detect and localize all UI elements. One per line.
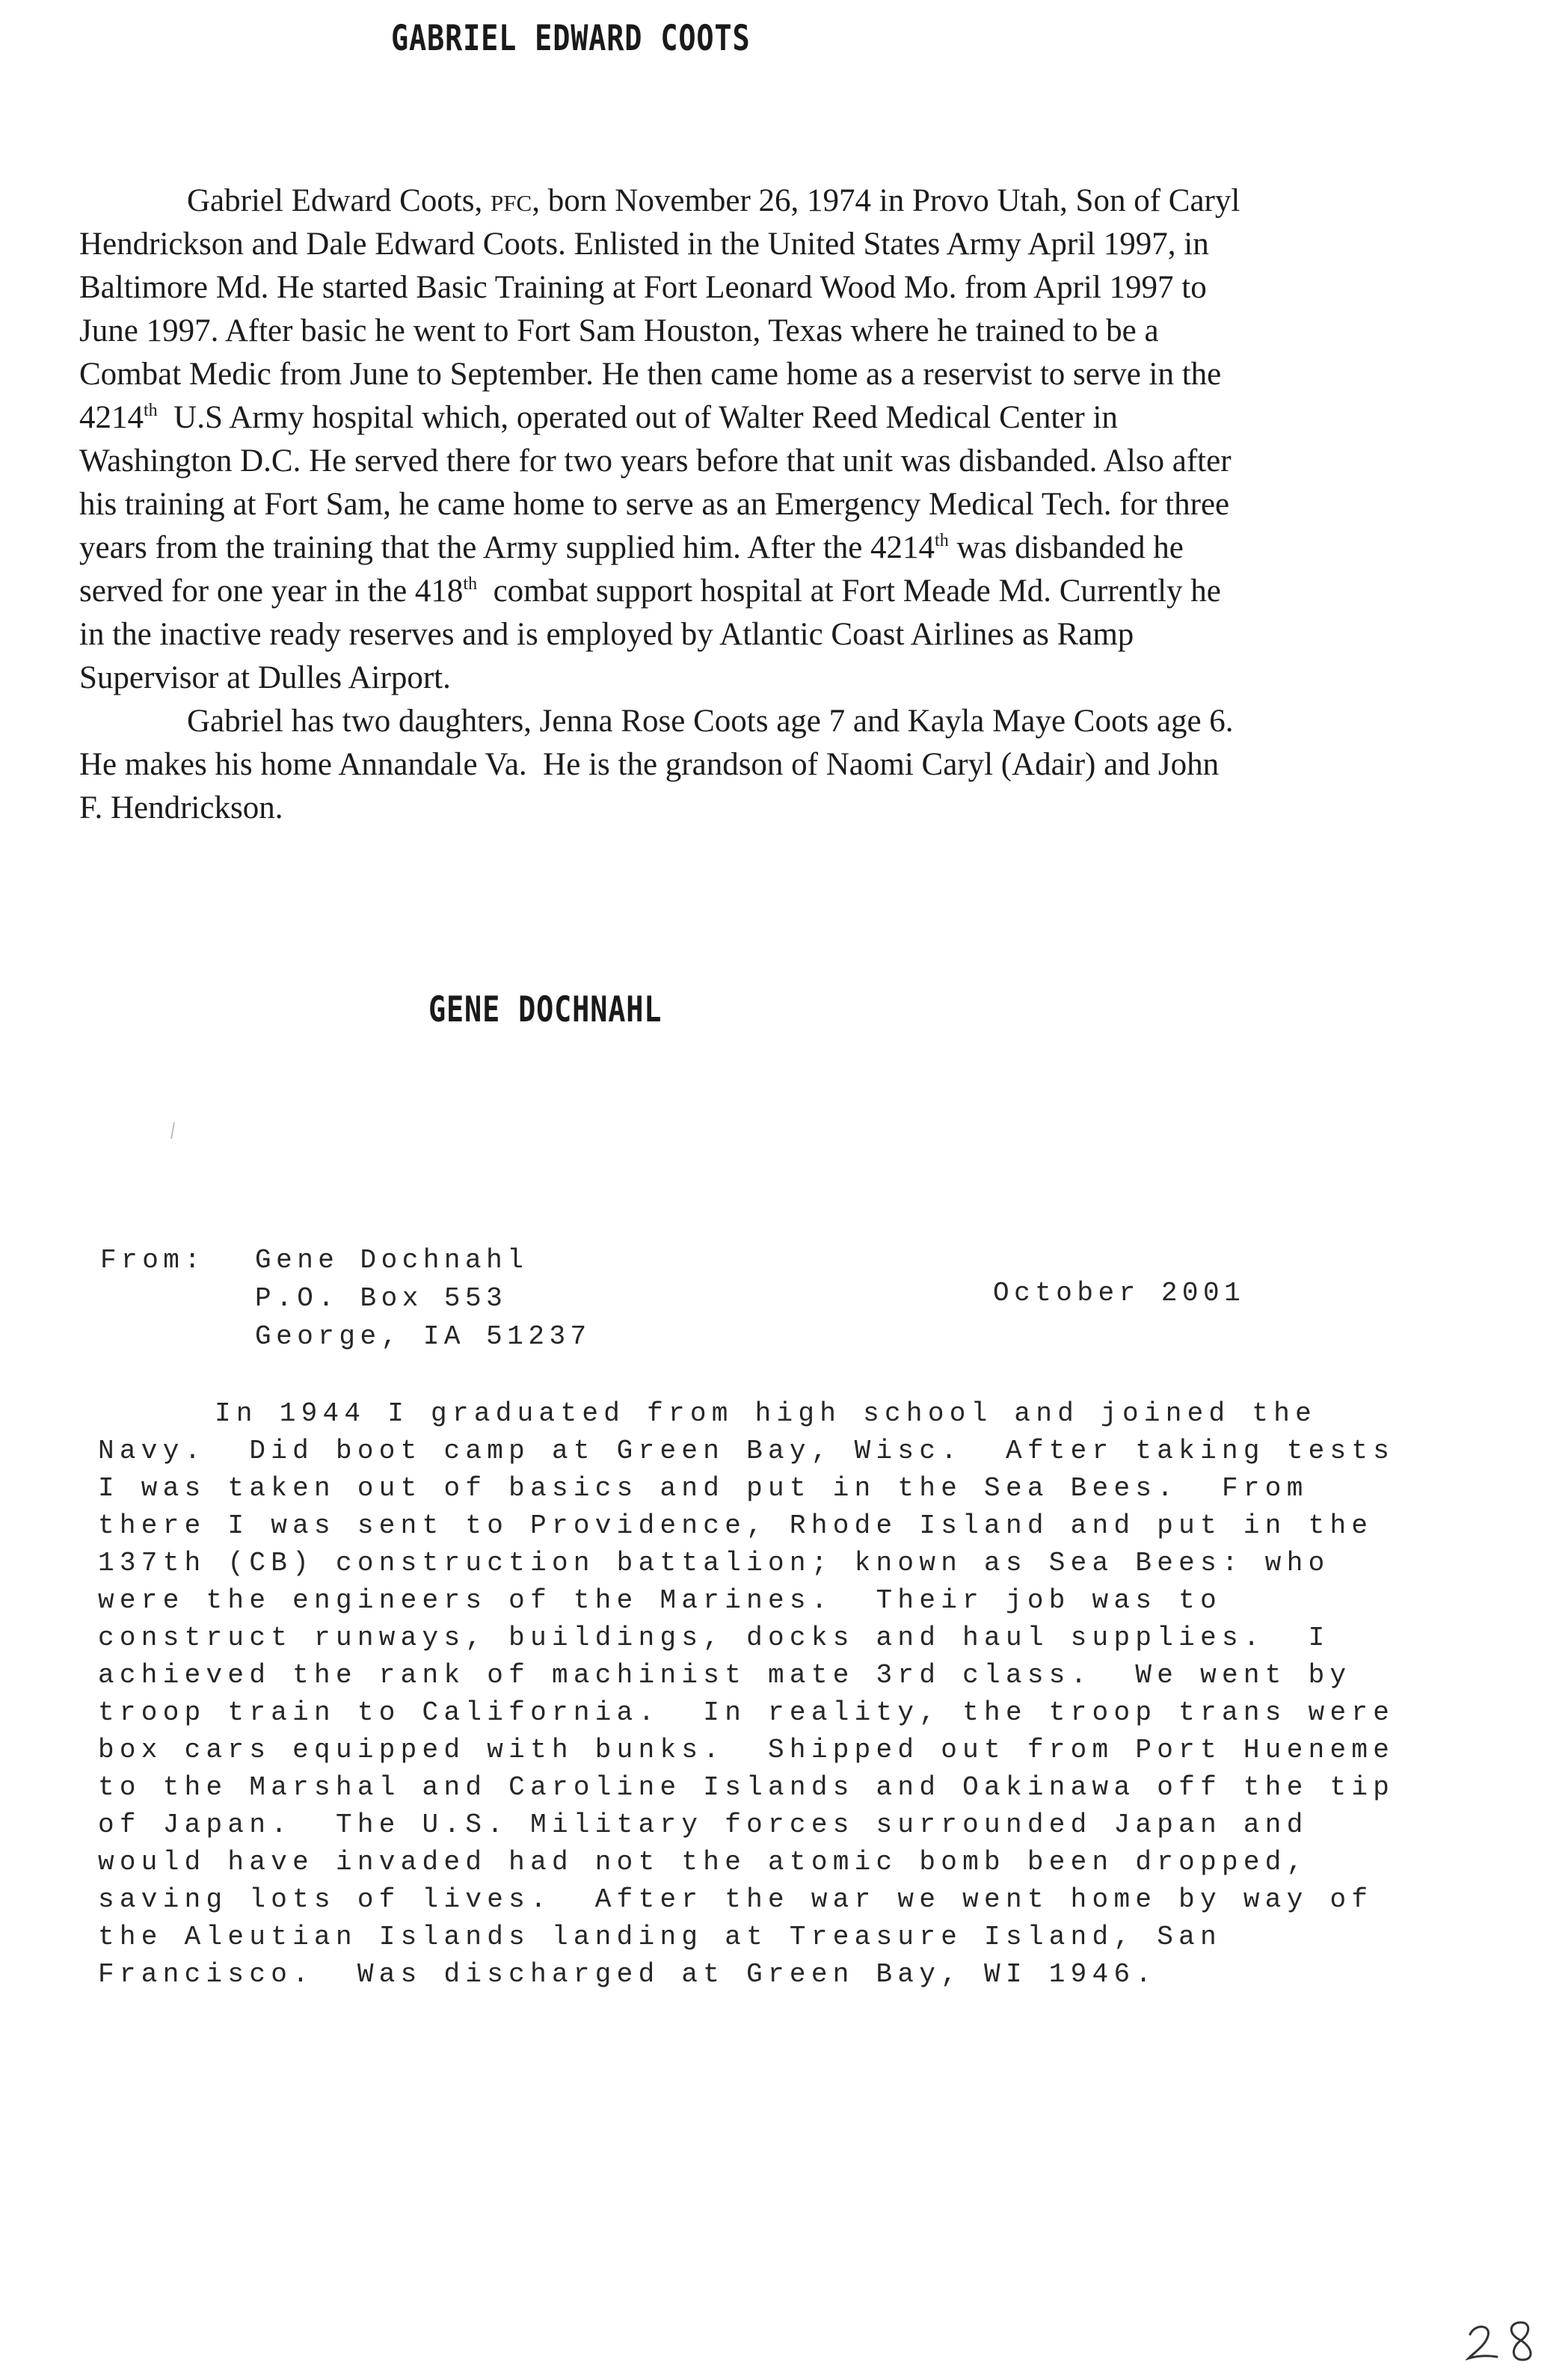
letter-line: I was taken out of basics and put in the Sea Bees. From [98, 1473, 1309, 1504]
coots-bio-line: F. Hendrickson. [79, 790, 283, 825]
sender-city: George, IA 51237 [255, 1321, 591, 1352]
letter-line: troop train to California. In reality, the troop trans were [98, 1697, 1395, 1728]
coots-bio-line: Gabriel has two daughters, Jenna Rose Coots age 7 and Kayla Maye Coots age 6. [187, 704, 1234, 739]
coots-bio-text: U.S Army hospital which, operated out of Walter Reed Medical Center in [157, 400, 1118, 435]
letter-line: box cars equipped with bunks. Shipped out from Port Hueneme [98, 1735, 1395, 1765]
ordinal-suffix: th [463, 574, 478, 594]
coots-bio-line: in the inactive ready reserves and is employed by Atlantic Coast Airlines as Ramp [79, 617, 1134, 652]
coots-bio-text: 4214 [79, 400, 144, 435]
letter-line: of Japan. The U.S. Military forces surrounded Japan and [98, 1809, 1309, 1840]
coots-bio-line: He makes his home Annandale Va. He is the grandson of Naomi Caryl (Adair) and John [79, 747, 1220, 782]
coots-bio-line: his training at Fort Sam, he came home to serve as an Emergency Medical Tech. for three [79, 487, 1230, 522]
coots-bio-line [79, 526, 1184, 570]
coots-bio-text: Gabriel Edward Coots, [187, 183, 491, 218]
coots-bio-text: , born November 26, 1974 in Provo Utah, Son of Caryl [532, 183, 1240, 218]
letter-line: saving lots of lives. After the war we went home by way of [98, 1884, 1374, 1915]
coots-bio-line [79, 570, 1221, 613]
letter-line: achieved the rank of machinist mate 3rd class. We went by [98, 1660, 1352, 1691]
letter-line: In 1944 I graduated from high school and joined the [215, 1398, 1318, 1429]
letter-line: would have invaded had not the atomic bomb been dropped, [98, 1847, 1309, 1878]
coots-bio-text: years from the training that the Army supplied him. After the 4214 [79, 530, 935, 565]
handwritten-page-number-icon [1466, 2318, 1548, 2363]
letter-line: there I was sent to Providence, Rhode Island and put in the [98, 1510, 1374, 1541]
sender-po-box: P.O. Box 553 [255, 1283, 508, 1314]
coots-bio-line: Supervisor at Dulles Airport. [79, 660, 451, 695]
letter-line: were the engineers of the Marines. Their job was to [98, 1585, 1222, 1616]
coots-bio-line: Hendrickson and Dale Edward Coots. Enlisted in the United States Army April 1997, in [79, 227, 1209, 262]
coots-bio-text: served for one year in the 418 [79, 574, 464, 609]
sender-name: Gene Dochnahl [255, 1245, 529, 1276]
coots-bio-line: Washington D.C. He served there for two years before that unit was disbanded. Also after [79, 443, 1232, 479]
from-label: From: [100, 1245, 206, 1276]
letter-line: 137th (CB) construction battalion; known as Sea Bees: who [98, 1548, 1330, 1578]
coots-bio-line [79, 396, 1118, 440]
page-number [1466, 2318, 1548, 2363]
letter-line: construct runways, buildings, docks and haul supplies. I [98, 1623, 1330, 1653]
coots-bio-line: Combat Medic from June to September. He then came home as a reservist to serve in the [79, 357, 1222, 392]
coots-bio-text: was disbanded he [948, 530, 1184, 565]
coots-bio-line [187, 179, 1240, 225]
dochnahl-section-title: GENE DOCHNAHL [428, 989, 662, 1030]
letter-line: to the Marshal and Caroline Islands and Oakinawa off the tip [98, 1772, 1395, 1803]
coots-section-title: GABRIEL EDWARD COOTS [391, 18, 751, 59]
letter-line: Francisco. Was discharged at Green Bay, WI 1946. [98, 1959, 1157, 1990]
ordinal-suffix: th [144, 401, 158, 420]
rank-abbreviation: PFC [491, 190, 532, 216]
coots-bio-line: June 1997. After basic he went to Fort Sam Houston, Texas where he trained to be a [79, 313, 1159, 348]
letter-line: Navy. Did boot camp at Green Bay, Wisc. After taking tests [98, 1436, 1395, 1466]
letter-date: October 2001 [993, 1278, 1246, 1309]
stray-pen-mark [170, 1122, 175, 1140]
coots-bio-line: Baltimore Md. He started Basic Training at Fort Leonard Wood Mo. from April 1997 to [79, 270, 1207, 305]
coots-bio-text: combat support hospital at Fort Meade Md. Currently he [477, 574, 1221, 609]
ordinal-suffix: th [935, 531, 949, 550]
letter-line: the Aleutian Islands landing at Treasure Island, San [98, 1922, 1222, 1952]
